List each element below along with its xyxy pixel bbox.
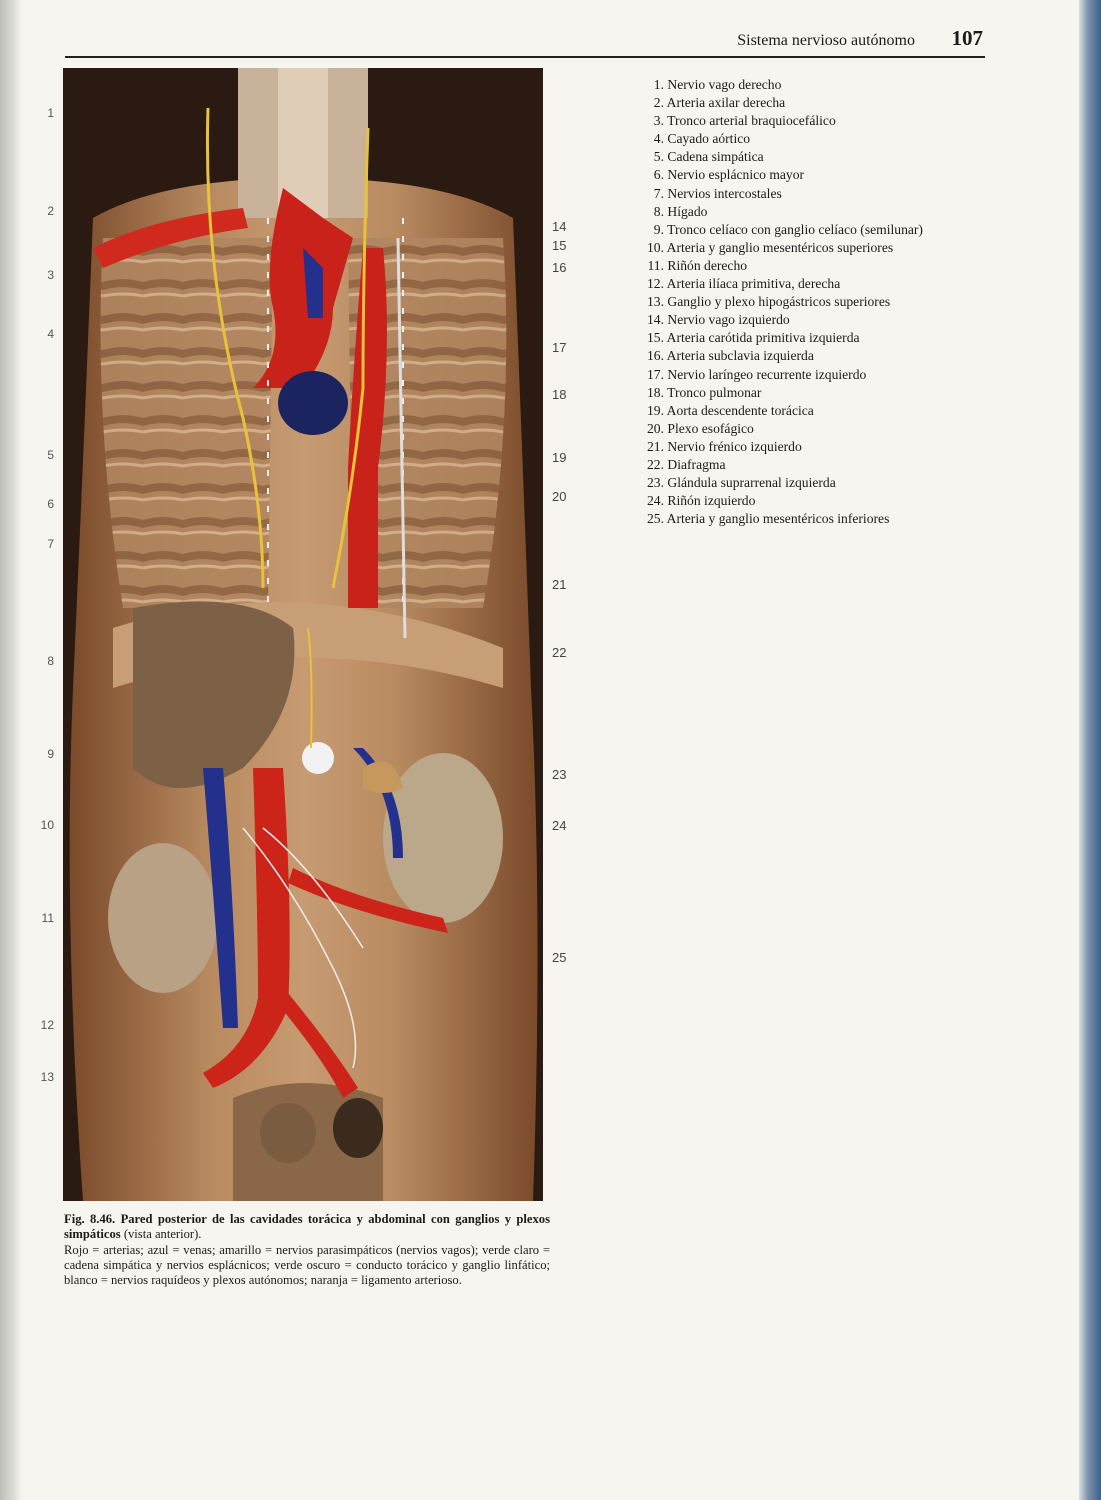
caption-title: Fig. 8.46. Pared posterior de las cavidades torácica y abdominal con ganglios y plexos simpáticos: [64, 1212, 550, 1242]
scan-left-edge: [0, 0, 22, 1500]
legend-item: 12. Arteria ilíaca primitiva, derecha: [647, 276, 841, 292]
legend-item: 22. Diafragma: [647, 456, 726, 472]
label-21: 21: [552, 577, 567, 592]
legend-item: 8. Hígado: [653, 203, 708, 219]
legend-list: [637, 76, 997, 528]
label-7: 7: [47, 537, 54, 551]
page-header: [65, 26, 985, 58]
scan-right-edge: [1079, 0, 1101, 1500]
label-4: 4: [47, 327, 54, 341]
legend-item: 14. Nervio vago izquierdo: [647, 312, 790, 328]
legend-item: 4. Cayado aórtico: [653, 131, 751, 147]
label-22: 22: [552, 645, 567, 660]
label-25: 25: [552, 950, 567, 965]
legend-item: 16. Arteria subclavia izquierda: [647, 348, 814, 364]
caption-title-suffix: (vista anterior).: [120, 1227, 202, 1242]
legend-item: 13. Ganglio y plexo hipogástricos superiores: [647, 294, 891, 310]
label-15: 15: [552, 238, 567, 253]
legend-item: 21. Nervio frénico izquierdo: [647, 438, 802, 454]
label-24: 24: [552, 818, 567, 833]
label-18: 18: [552, 387, 567, 402]
legend-item: 25. Arteria y ganglio mesentéricos inferiores: [647, 511, 890, 527]
legend-item: 20. Plexo esofágico: [647, 420, 754, 436]
label-19: 19: [552, 450, 567, 465]
legend-item: 23. Glándula suprarrenal izquierda: [647, 475, 836, 491]
legend-item: 2. Arteria axilar derecha: [653, 95, 786, 111]
label-12: 12: [40, 1018, 54, 1032]
legend-item: 5. Cadena simpática: [653, 149, 764, 165]
legend-item: 1. Nervio vago derecho: [653, 77, 782, 92]
anatomy-photo: [63, 68, 543, 1201]
label-11: 11: [41, 911, 54, 925]
legend-item: 17. Nervio laríngeo recurrente izquierdo: [647, 366, 867, 382]
section-title: Sistema nervioso autónomo: [737, 32, 915, 49]
label-16: 16: [552, 260, 567, 275]
legend-item: 7. Nervios intercostales: [653, 185, 782, 201]
legend-item: 24. Riñón izquierdo: [647, 493, 756, 509]
label-20: 20: [552, 489, 567, 504]
legend-item: 18. Tronco pulmonar: [647, 384, 762, 400]
caption-body: Rojo = arterias; azul = venas; amarillo = nervios parasimpáticos (nervios vagos); verde claro = cadena simpática y nervios esplácnicos; verde oscuro = conducto torácico y ganglio linfático; blanco = nervios raquídeos y plexos autónomos; naranja = ligamento arterioso.: [64, 1242, 550, 1288]
legend-item: 9. Tronco celíaco con ganglio celíaco (semilunar): [653, 221, 923, 237]
figure-caption: [64, 1212, 550, 1288]
legend-item: 11. Riñón derecho: [647, 257, 748, 273]
label-17: 17: [552, 340, 567, 355]
anatomy-illustration: [63, 68, 543, 1201]
page-number: 107: [951, 26, 983, 50]
legend-item: 19. Aorta descendente torácica: [647, 402, 814, 418]
label-6: 6: [47, 497, 54, 511]
label-23: 23: [552, 767, 567, 782]
label-3: 3: [47, 268, 54, 282]
label-8: 8: [47, 654, 54, 668]
legend-item: 15. Arteria carótida primitiva izquierda: [647, 330, 860, 346]
label-9: 9: [47, 747, 54, 761]
label-13: 13: [40, 1070, 54, 1084]
label-1: 1: [47, 106, 54, 120]
legend-item: 3. Tronco arterial braquiocefálico: [653, 113, 836, 129]
legend-item: 6. Nervio esplácnico mayor: [653, 167, 805, 183]
label-5: 5: [47, 448, 54, 462]
label-2: 2: [47, 204, 54, 218]
label-14: 14: [552, 219, 567, 234]
legend-item: 10. Arteria y ganglio mesentéricos superiores: [647, 239, 894, 255]
label-10: 10: [40, 818, 54, 832]
